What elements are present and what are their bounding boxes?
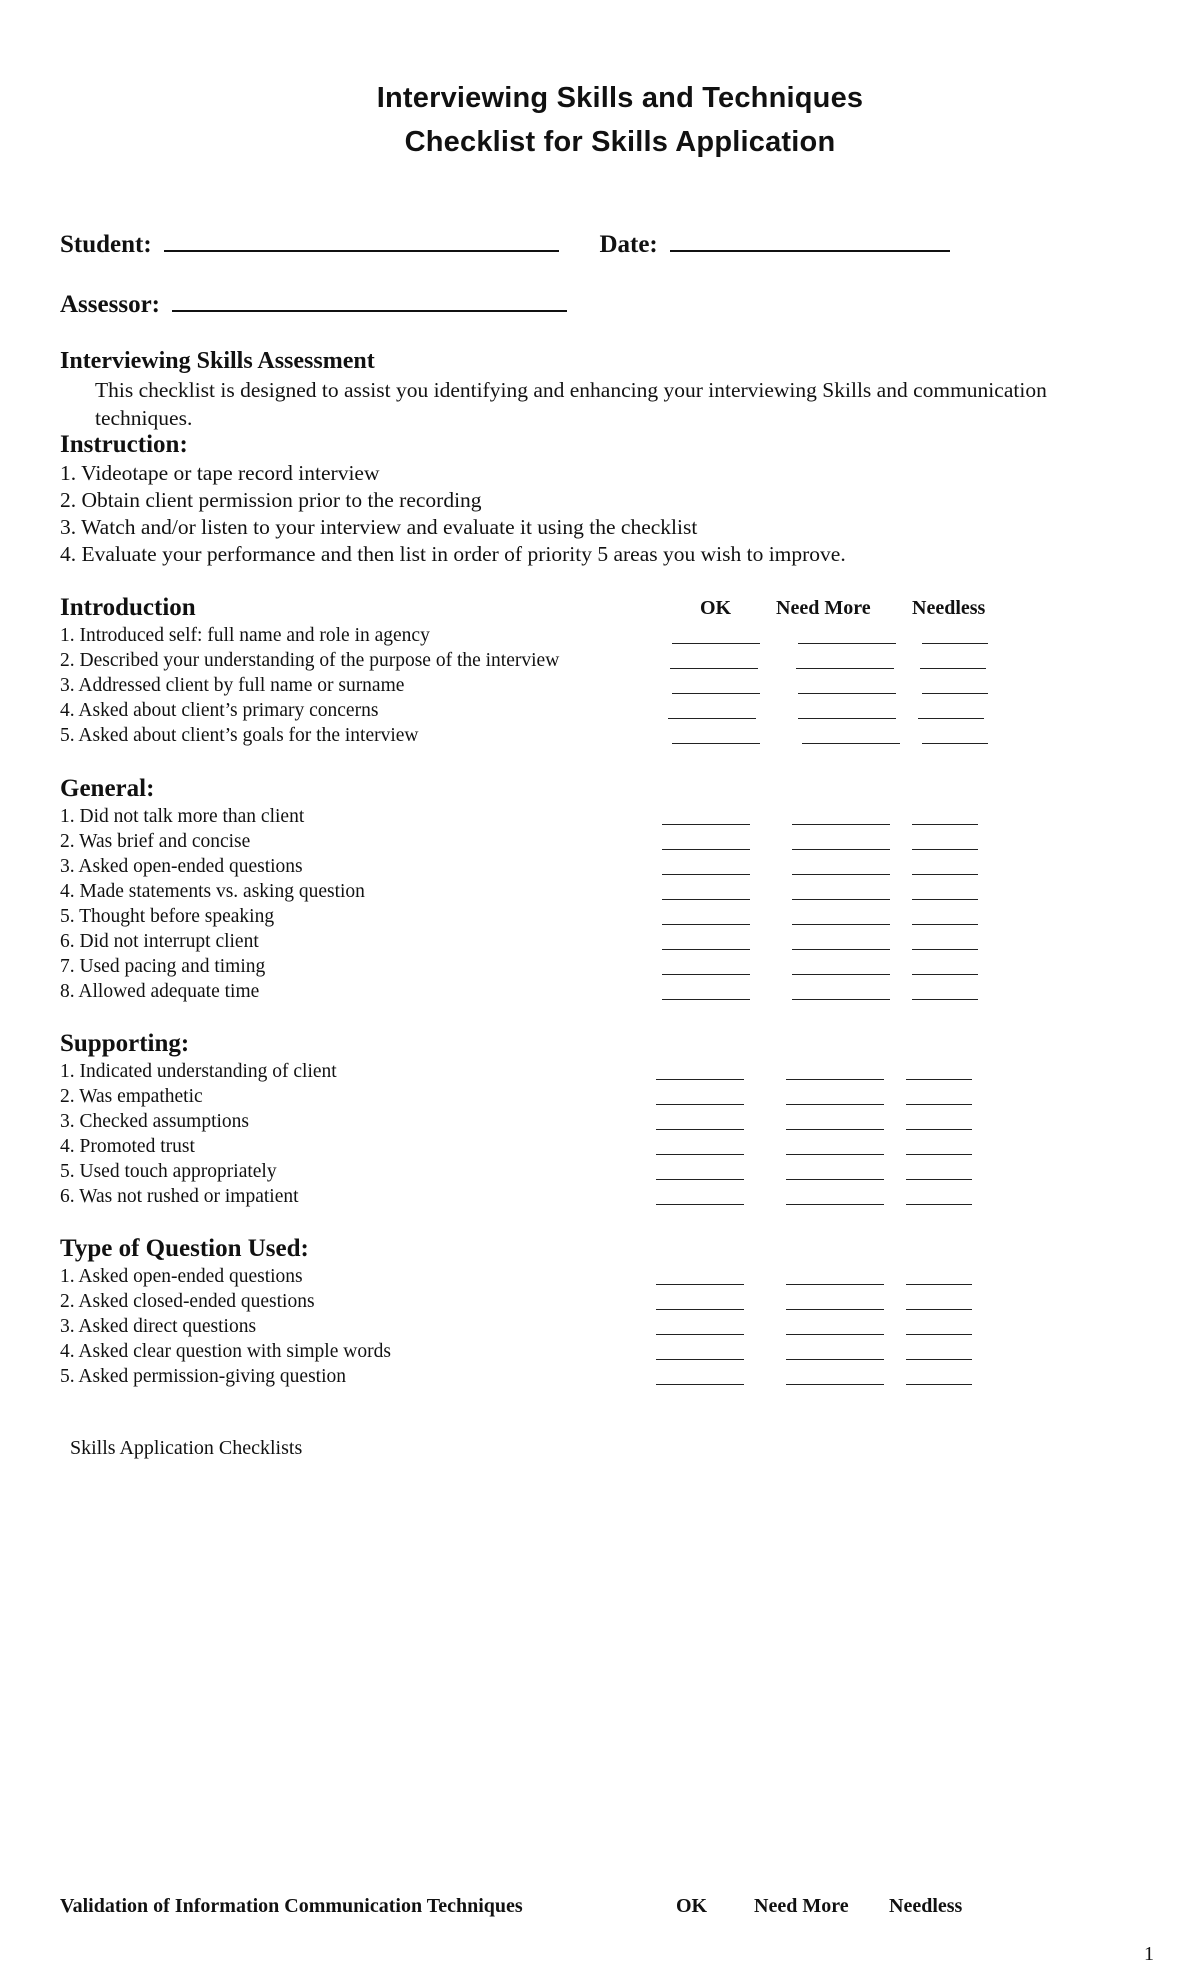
student-date-row	[60, 230, 950, 259]
need-more-blank[interactable]	[792, 824, 890, 825]
needless-blank[interactable]	[918, 718, 984, 719]
need-more-blank[interactable]	[792, 874, 890, 875]
needless-blank[interactable]	[912, 874, 978, 875]
checklist-item: 2. Described your understanding of the purpose of the interview	[60, 650, 560, 671]
needless-blank[interactable]	[906, 1129, 972, 1130]
ok-blank[interactable]	[656, 1104, 744, 1105]
needless-blank[interactable]	[912, 974, 978, 975]
need-more-blank[interactable]	[792, 999, 890, 1000]
checklist-item: 3. Asked open-ended questions	[60, 856, 303, 877]
ok-blank[interactable]	[668, 718, 756, 719]
needless-blank[interactable]	[906, 1309, 972, 1310]
needless-blank[interactable]	[922, 643, 988, 644]
checklist-item: 8. Allowed adequate time	[60, 981, 260, 1002]
ok-blank[interactable]	[662, 849, 750, 850]
checklist-row	[60, 1084, 1160, 1109]
date-field[interactable]	[670, 230, 950, 252]
ok-blank[interactable]	[656, 1334, 744, 1335]
section-title: Supporting:	[60, 1030, 190, 1057]
checklist-row	[60, 804, 1160, 829]
checklist-item: 4. Made statements vs. asking question	[60, 881, 365, 902]
checklist-item: 5. Asked about client’s goals for the interview	[60, 725, 419, 746]
needless-blank[interactable]	[906, 1359, 972, 1360]
checklist-item: 1. Did not talk more than client	[60, 806, 305, 827]
ok-blank[interactable]	[662, 824, 750, 825]
assessment-description-cont: techniques.	[95, 406, 193, 430]
instruction-step: 4. Evaluate your performance and then list in order of priority 5 areas you wish to improve.	[60, 542, 846, 566]
checklist-item: 5. Thought before speaking	[60, 906, 275, 927]
checklist-row	[60, 1289, 1160, 1314]
need-more-blank[interactable]	[792, 949, 890, 950]
section-header-row	[60, 1234, 1160, 1264]
checklist-row	[60, 829, 1160, 854]
checklist-row	[60, 1134, 1160, 1159]
section-general	[60, 774, 1160, 1004]
student-label: Student:	[60, 231, 152, 258]
need-more-blank[interactable]	[786, 1204, 884, 1205]
need-more-blank[interactable]	[786, 1309, 884, 1310]
checklist-item: 6. Was not rushed or impatient	[60, 1186, 299, 1207]
need-more-blank[interactable]	[798, 643, 896, 644]
checklist-row	[60, 1184, 1160, 1209]
column-header-needless: Needless	[912, 597, 986, 619]
ok-blank[interactable]	[662, 999, 750, 1000]
assessment-heading: Interviewing Skills Assessment	[60, 348, 375, 374]
ok-blank[interactable]	[656, 1359, 744, 1360]
section-title: Introduction	[60, 594, 196, 621]
checklist-row	[60, 1314, 1160, 1339]
need-more-blank[interactable]	[786, 1334, 884, 1335]
checklist-item: 3. Asked direct questions	[60, 1316, 257, 1337]
need-more-blank[interactable]	[792, 849, 890, 850]
needless-blank[interactable]	[912, 924, 978, 925]
needless-blank[interactable]	[906, 1334, 972, 1335]
student-field[interactable]	[164, 230, 559, 252]
ok-blank[interactable]	[656, 1309, 744, 1310]
section-title: General:	[60, 775, 155, 802]
checklist-item: 2. Asked closed-ended questions	[60, 1291, 315, 1312]
checklist-item: 3. Addressed client by full name or surname	[60, 675, 405, 696]
need-more-blank[interactable]	[786, 1104, 884, 1105]
document-subtitle: Checklist for Skills Application	[404, 126, 836, 158]
assessor-row	[60, 290, 567, 319]
page-number: 1	[1144, 1943, 1154, 1965]
needless-blank[interactable]	[906, 1384, 972, 1385]
ok-blank[interactable]	[670, 668, 758, 669]
checklist-row	[60, 1109, 1160, 1134]
checklist-row	[60, 648, 1160, 673]
checklist-row	[60, 1059, 1160, 1084]
checklist-item: 5. Used touch appropriately	[60, 1161, 277, 1182]
checklist-row	[60, 879, 1160, 904]
ok-blank[interactable]	[662, 874, 750, 875]
checklist-row	[60, 673, 1160, 698]
checklist-row	[60, 1364, 1160, 1389]
needless-blank[interactable]	[912, 899, 978, 900]
checklist-row	[60, 1264, 1160, 1289]
need-more-blank[interactable]	[792, 924, 890, 925]
needless-blank[interactable]	[906, 1154, 972, 1155]
ok-blank[interactable]	[656, 1154, 744, 1155]
assessor-label: Assessor:	[60, 291, 160, 318]
need-more-blank[interactable]	[796, 668, 894, 669]
need-more-blank[interactable]	[786, 1284, 884, 1285]
checklist-row	[60, 979, 1160, 1004]
ok-blank[interactable]	[662, 949, 750, 950]
ok-blank[interactable]	[662, 924, 750, 925]
need-more-blank[interactable]	[802, 743, 900, 744]
validation-column-needless: Needless	[889, 1895, 963, 1917]
assessor-field[interactable]	[172, 290, 567, 312]
need-more-blank[interactable]	[786, 1129, 884, 1130]
date-label: Date:	[599, 231, 658, 258]
needless-blank[interactable]	[912, 849, 978, 850]
ok-blank[interactable]	[662, 899, 750, 900]
needless-blank[interactable]	[906, 1204, 972, 1205]
ok-blank[interactable]	[672, 693, 760, 694]
validation-column-ok: OK	[676, 1895, 708, 1917]
need-more-blank[interactable]	[786, 1154, 884, 1155]
footer-note: Skills Application Checklists	[70, 1437, 303, 1459]
ok-blank[interactable]	[656, 1384, 744, 1385]
checklist-row	[60, 929, 1160, 954]
checklist-item: 4. Asked clear question with simple words	[60, 1341, 391, 1362]
needless-blank[interactable]	[920, 668, 986, 669]
checklist-row	[60, 1339, 1160, 1364]
checklist-item: 1. Introduced self: full name and role in agency	[60, 625, 430, 646]
validation-column-need-more: Need More	[754, 1895, 849, 1917]
checklist-item: 5. Asked permission-giving question	[60, 1366, 346, 1387]
checklist-row	[60, 623, 1160, 648]
section-supporting	[60, 1029, 1160, 1209]
needless-blank[interactable]	[906, 1104, 972, 1105]
ok-blank[interactable]	[656, 1284, 744, 1285]
instruction-step: 2. Obtain client permission prior to the recording	[60, 488, 482, 512]
section-header-row	[60, 593, 1160, 623]
need-more-blank[interactable]	[792, 974, 890, 975]
checklist-item: 4. Asked about client’s primary concerns	[60, 700, 379, 721]
document-title: Interviewing Skills and Techniques	[376, 82, 864, 114]
need-more-blank[interactable]	[792, 899, 890, 900]
need-more-blank[interactable]	[798, 718, 896, 719]
section-header-row	[60, 1029, 1160, 1059]
ok-blank[interactable]	[662, 974, 750, 975]
needless-blank[interactable]	[912, 824, 978, 825]
checklist-item: 3. Checked assumptions	[60, 1111, 250, 1132]
checklist-item: 4. Promoted trust	[60, 1136, 195, 1157]
ok-blank[interactable]	[656, 1129, 744, 1130]
checklist-item: 1. Indicated understanding of client	[60, 1061, 337, 1082]
checklist-row	[60, 904, 1160, 929]
need-more-blank[interactable]	[786, 1079, 884, 1080]
section-title: Type of Question Used:	[60, 1235, 309, 1262]
checklist-item: 7. Used pacing and timing	[60, 956, 266, 977]
column-header-ok: OK	[700, 597, 732, 619]
checklist-item: 2. Was brief and concise	[60, 831, 251, 852]
section-introduction	[60, 593, 1160, 748]
needless-blank[interactable]	[906, 1284, 972, 1285]
needless-blank[interactable]	[906, 1179, 972, 1180]
ok-blank[interactable]	[672, 743, 760, 744]
ok-blank[interactable]	[656, 1179, 744, 1180]
need-more-blank[interactable]	[786, 1384, 884, 1385]
needless-blank[interactable]	[922, 743, 988, 744]
needless-blank[interactable]	[922, 693, 988, 694]
instruction-heading: Instruction:	[60, 431, 188, 458]
checklist-item: 6. Did not interrupt client	[60, 931, 259, 952]
checklist-row	[60, 1159, 1160, 1184]
checklist-row	[60, 698, 1160, 723]
instruction-step: 3. Watch and/or listen to your interview and evaluate it using the checklist	[60, 515, 698, 539]
checklist-row	[60, 723, 1160, 748]
checklist-row	[60, 854, 1160, 879]
instruction-step: 1. Videotape or tape record interview	[60, 461, 380, 485]
needless-blank[interactable]	[906, 1079, 972, 1080]
need-more-blank[interactable]	[798, 693, 896, 694]
checklist-item: 2. Was empathetic	[60, 1086, 203, 1107]
section-type-of-question	[60, 1234, 1160, 1389]
needless-blank[interactable]	[912, 999, 978, 1000]
need-more-blank[interactable]	[786, 1359, 884, 1360]
checklist-row	[60, 954, 1160, 979]
checklist-item: 1. Asked open-ended questions	[60, 1266, 303, 1287]
assessment-description: This checklist is designed to assist you identifying and enhancing your interviewing Skills and communication	[95, 378, 1047, 402]
ok-blank[interactable]	[672, 643, 760, 644]
needless-blank[interactable]	[912, 949, 978, 950]
validation-heading: Validation of Information Communication Techniques	[60, 1895, 523, 1917]
ok-blank[interactable]	[656, 1204, 744, 1205]
column-header-need-more: Need More	[776, 597, 871, 619]
section-header-row	[60, 774, 1160, 804]
ok-blank[interactable]	[656, 1079, 744, 1080]
need-more-blank[interactable]	[786, 1179, 884, 1180]
